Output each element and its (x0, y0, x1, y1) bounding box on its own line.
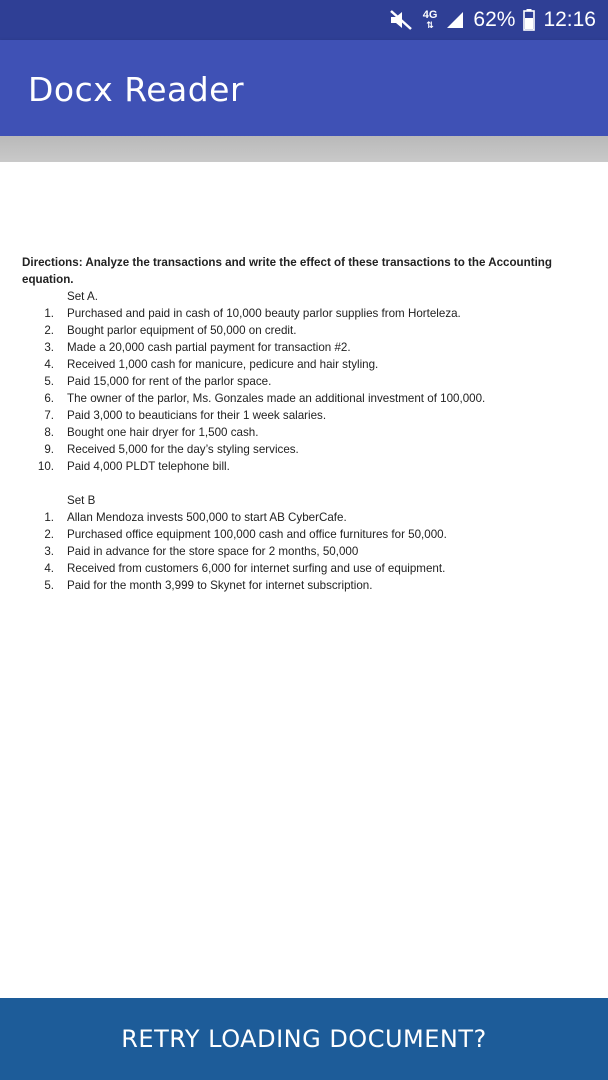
list-item (22, 577, 592, 594)
list-item (22, 373, 592, 390)
list-item-number: 3. (44, 545, 54, 558)
list-item (22, 441, 592, 458)
list-item-number: 1. (44, 511, 54, 524)
document-viewer[interactable] (0, 162, 608, 998)
list-item-text: Purchased office equipment 100,000 cash and office furnitures for 50,000. (67, 528, 447, 541)
retry-label: RETRY LOADING DOCUMENT? (121, 1025, 487, 1053)
retry-loading-button[interactable] (0, 998, 608, 1080)
list-item-text: Paid 4,000 PLDT telephone bill. (67, 460, 230, 473)
directions-text: Directions: Analyze the transactions and write the effect of these transactions to the Accounting equation. (22, 256, 552, 286)
list-item-number: 7. (44, 409, 54, 422)
list-item (22, 305, 592, 322)
network-type-label (423, 10, 438, 30)
list-item-text: Received 5,000 for the day’s styling services. (67, 443, 299, 456)
status-icons (389, 0, 596, 40)
list-item-number: 8. (44, 426, 54, 439)
list-item-number: 1. (44, 307, 54, 320)
list-item-number: 4. (44, 562, 54, 575)
battery-icon (523, 9, 535, 31)
battery-percent: 62% (473, 8, 516, 31)
app-bar (0, 40, 608, 136)
list-item-number: 9. (44, 443, 54, 456)
list-item (22, 339, 592, 356)
list-item-number: 5. (44, 579, 54, 592)
list-item (22, 509, 592, 526)
set-a-list (22, 305, 592, 475)
set-a-title: Set A. (67, 290, 98, 303)
list-item-text: Made a 20,000 cash partial payment for transaction #2. (67, 341, 351, 354)
list-item (22, 526, 592, 543)
data-arrows-icon: ⇅ (426, 20, 434, 30)
list-item-number: 10. (37, 460, 54, 473)
mute-icon (389, 9, 415, 31)
list-item (22, 560, 592, 577)
signal-icon (445, 10, 465, 30)
list-item-text: Paid 15,000 for rent of the parlor space. (67, 375, 272, 388)
list-item-number: 2. (44, 324, 54, 337)
list-item-text: Allan Mendoza invests 500,000 to start AB CyberCafe. (67, 511, 347, 524)
list-item-number: 4. (44, 358, 54, 371)
list-item-text: Bought one hair dryer for 1,500 cash. (67, 426, 259, 439)
list-item-number: 2. (44, 528, 54, 541)
list-item (22, 424, 592, 441)
list-item-number: 3. (44, 341, 54, 354)
list-item-text: Bought parlor equipment of 50,000 on credit. (67, 324, 297, 337)
list-item (22, 458, 592, 475)
list-item (22, 322, 592, 339)
set-b-list (22, 509, 592, 594)
list-item-text: Received 1,000 cash for manicure, pedicure and hair styling. (67, 358, 379, 371)
list-item-text: Paid 3,000 to beauticians for their 1 week salaries. (67, 409, 327, 422)
divider-band (0, 136, 608, 162)
list-item-text: Paid in advance for the store space for 2 months, 50,000 (67, 545, 359, 558)
list-item-text: Received from customers 6,000 for internet surfing and use of equipment. (67, 562, 446, 575)
list-item-text: Purchased and paid in cash of 10,000 beauty parlor supplies from Horteleza. (67, 307, 461, 320)
list-item (22, 390, 592, 407)
list-item-text: Paid for the month 3,999 to Skynet for internet subscription. (67, 579, 373, 592)
set-b-title: Set B (67, 494, 96, 507)
spacer (22, 475, 592, 492)
network-type: 4G (422, 9, 438, 21)
document-content (22, 254, 592, 594)
list-item-number: 5. (44, 375, 54, 388)
clock: 12:16 (543, 8, 596, 31)
list-item (22, 543, 592, 560)
app-title: Docx Reader (28, 70, 245, 109)
list-item (22, 356, 592, 373)
status-bar (0, 0, 608, 40)
list-item-number: 6. (44, 392, 54, 405)
list-item-text: The owner of the parlor, Ms. Gonzales made an additional investment of 100,000. (67, 392, 486, 405)
list-item (22, 407, 592, 424)
